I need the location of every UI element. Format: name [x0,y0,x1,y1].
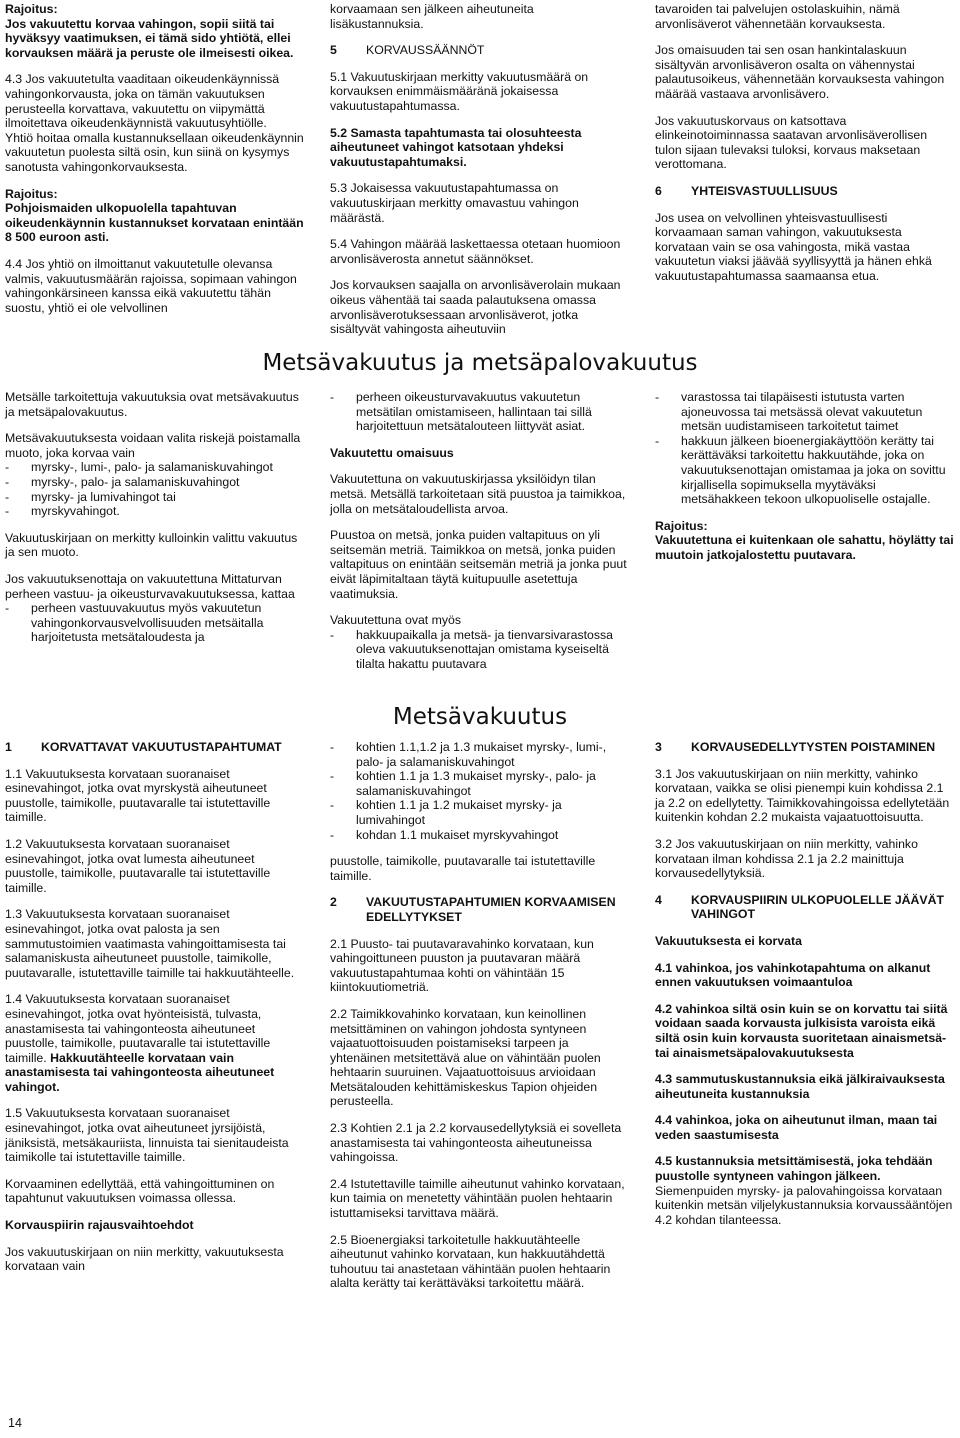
coverage-list [330,390,630,434]
coverage-list [5,601,305,645]
paragraph-2-5: 2.5 Bioenergiaksi tarkoitetulle hakkuutähteelle aiheutunut vahinko korvataan, kun hakkuutähdettä tuhoutuu tai anastetaan vähintään puolen hehtaarin alalta kerätty tai kerättäväksi tarkoitettu määrä. [330,1232,611,1291]
rajoitus-label: Rajoitus: [5,186,58,201]
section-title: Metsävakuutus ja metsäpalovakuutus [262,350,698,376]
heading-title: KORVAUSSÄÄNNÖT [366,43,485,58]
section-heading-2 [330,895,630,924]
paragraph: Puustoa on metsä, jonka puiden valtapituus on yli seitsemän metriä. Taimikkoa on metsä, jonka puiden valtapituus on enintään seitsemän metriä ja jonka puut eivät läpimitaltaan täytä kuitupuulle asetettuja vaatimuksia. [330,528,627,601]
risk-list [5,460,305,518]
paragraph-4-3b: Yhtiö hoitaa omalla kustannuksellaan oikeudenkäynnin vakuutetun puolesta siltä osin, kun siinä on kysymys sanotusta vahingonkorvauksesta. [5,130,304,174]
paragraph: Vakuutettuna ovat myös [330,613,462,628]
list-item: - myrsky-, lumi-, palo- ja salamaniskuvahingot [5,460,305,475]
section2-column-1 [5,740,305,1286]
insured-list [655,390,955,507]
rajoitus-label: Rajoitus: [655,518,708,533]
rajoitus-text: Pohjoismaiden ulkopuolella tapahtuvan oikeudenkäynnin kustannukset korvataan enintään 8 500 euroon asti. [5,201,304,245]
insured-list [330,628,630,672]
list-item: - kohdan 1.1 mukaiset myrskyvahingot [330,828,630,843]
heading-number: 3 [655,740,662,754]
section1-column-3 [655,390,955,575]
paragraph: Vakuutettuna on vakuutuskirjassa yksilöidyn tilan metsä. Metsällä tarkoitetaan sitä puustoa ja taimikkoa, jolla on metsätaloudellista arvoa. [330,472,626,516]
paragraph-4-1: 4.1 vahinkoa, jos vahinkotapahtuma on alkanut ennen vakuutuksen voimaantuloa [655,960,931,990]
paragraph-5-2: 5.2 Samasta tapahtumasta tai olosuhteesta aiheutuneet vahingot katsotaan yhdeksi vakuutustapahtumaksi. [330,125,582,169]
list-item: - perheen oikeusturvavakuutus vakuutetun metsätilan omistamiseen, hallintaan tai sillä harjoitettuun metsätalouteen liittyvät asiat. [330,390,630,434]
list-item: - hakkuun jälkeen bioenergiakäyttöön kerätty tai kerättäväksi tarkoitettu hakkuutähde, joka on vakuutuksenottajan omistamaa ja joka on sovittu kirjallisella sopimuksella myytäväksi metsähakkeen tekoon ulkopuoliselle ostajalle. [655,434,955,507]
paragraph-continued: korvaamaan sen jälkeen aiheutuneita lisäkustannuksia. [330,2,534,31]
paragraph-1-5: 1.5 Vakuutuksesta korvataan suoranaiset esinevahingot, jotka ovat aiheutuneet jyrsijöistä, jäniksistä, metsäkauriista, linnuista tai sienitaudeista taimikolle tai istutettaville taimille. [5,1106,289,1165]
heading-title: KORVATTAVAT VAKUUTUSTAPAHTUMAT [41,740,282,754]
heading-title: KORVAUSPIIRIN ULKOPUOLELLE JÄÄVÄT VAHINGOT [691,892,945,922]
rajoitus-text: Vakuutettuna ei kuitenkaan ole sahattu, höylätty tai muutoin jatkojalostettu puutavara. [655,533,954,562]
paragraph-4-3: 4.3 sammutuskustannuksia eikä jälkiraivauksesta aiheutuneita kustannuksia [655,1072,945,1101]
paragraph-4-5b: Siemenpuiden myrsky- ja palovahingoissa korvataan kuitenkin metsän viljelykustannuksia korvaussääntöjen 4.2 kohdan tilanteessa. [655,1183,953,1227]
section-heading-1 [5,740,305,755]
paragraph-1-2: 1.2 Vakuutuksesta korvataan suoranaiset esinevahingot, jotka ovat lumesta aiheutuneet puustolle, taimikolle, puutavaralle tai istutettaville taimille. [5,836,271,895]
subheading: Korvauspiirin rajausvaihtoehdot [5,1218,194,1233]
paragraph: Jos usea on velvollinen yhteisvastuullisesti korvaamaan saman vahingon, vakuutuksesta korvataan vain se osa vahingosta, mikä vastaa vakuutetun viaksi jäävää syyllisyyttä ja hänen ehkä vakuutustapahtumassa saamaansa etua. [655,210,932,283]
heading-title: VAKUUTUSTAPAHTUMIEN KORVAAMISEN EDELLYTYKSET [366,895,616,924]
paragraph-4-3: 4.3 Jos vakuutetulta vaaditaan oikeudenkäynnissä vahingonkorvausta, joka on tämän vakuutuksen perusteella korvattava, vakuutettu on viipymättä ilmoitettava oikeudenkäynnistä vakuutusyhtiölle. [5,72,280,131]
paragraph: Jos omaisuuden tai sen osan hankintalaskuun sisältyvän arvonlisäveron osalta on vähennystai palautusoikeus, vähennetään korvauksesta vahingon määrää vastaava arvonlisävero. [655,43,945,101]
paragraph-5-5: Jos korvauksen saajalla on arvonlisäverolain mukaan oikeus vähentää tai saada palautuksena omassa arvonlisäverotuksessaan arvonlisäverot, jotka sisältyvät vahingosta aiheutuviin [330,278,621,337]
list-item: - kohtien 1.1 ja 1.2 mukaiset myrsky- ja lumivahingot [330,798,630,827]
page-number: 14 [8,1416,22,1430]
heading-number: 4 [655,892,662,907]
paragraph-3-1: 3.1 Jos vakuutuskirjaan on niin merkitty, vahinko korvataan, vaikka se olisi pienempi kuin kohdissa 2.1 ja 2.2 on edellytetty. Taimikkovahingoissa edellytetään kuitenkin kohdan 2.2 mukaista vajaatuottoisuutta. [655,766,950,825]
paragraph: Metsälle tarkoitettuja vakuutuksia ovat metsävakuutus ja metsäpalovakuutus. [5,390,299,419]
paragraph-2-2: 2.2 Taimikkovahinko korvataan, kun keinollinen metsittäminen on vahingon johdosta syntyneen vajaatuottoisuuden poistamiseksi tarpeen ja yhtenäinen metsitettävä alue on vähintään puolen hehtaarin suuruinen. Vajaatuottoisuus arvioidaan Metsätalouden kehittämiskeskus Tapion ohjeiden perusteella. [330,1006,601,1109]
paragraph: puustolle, taimikolle, puutavaralle tai istutettaville taimille. [330,854,596,883]
paragraph: Korvaaminen edellyttää, että vahingoittuminen on tapahtunut vakuutuksen voimassa ollessa. [5,1176,275,1206]
list-item: - myrsky-, palo- ja salamaniskuvahingot [5,475,305,490]
paragraph: tavaroiden tai palvelujen ostolaskuihin, nämä arvonlisäverot vähennetään korvauksesta. [655,2,900,31]
section2-column-2 [330,740,630,1303]
heading-number: 2 [330,895,337,910]
section1-column-2 [330,390,630,684]
subheading: Vakuutettu omaisuus [330,445,454,460]
paragraph: Vakuutuskirjaan on merkitty kulloinkin valittu vakuutus ja sen muoto. [5,530,298,560]
top-column-1 [5,2,305,327]
list-item: - hakkuupaikalla ja metsä- ja tienvarsivarastossa oleva vakuutuksenottajan omistama kyseiseltä tilalta hakattu puutavara [330,628,630,672]
section-heading-5 [330,43,630,58]
paragraph-5-1: 5.1 Vakuutuskirjaan merkitty vakuutusmäärä on korvauksen enimmäismääränä jokaisessa vakuutustapahtumassa. [330,69,589,113]
paragraph: Jos vakuutuskirjaan on niin merkitty, vakuutuksesta korvataan vain [5,1244,284,1274]
section-heading-4 [655,893,955,922]
paragraph: Jos vakuutuksenottaja on vakuutettuna Mittaturvan perheen vastuu- ja oikeusturvavakuutuksessa, kattaa [5,571,295,601]
list-item: - kohtien 1.1 ja 1.3 mukaiset myrsky-, palo- ja salamaniskuvahingot [330,769,630,798]
section-title: Metsävakuutus [392,704,568,730]
paragraph-3-2: 3.2 Jos vakuutuskirjaan on niin merkitty, vahinko korvataan ilman kohdissa 2.1 ja 2.2 mainittuja korvausedellytyksiä. [655,836,918,881]
section2-column-3 [655,740,955,1239]
paragraph-2-1: 2.1 Puusto- tai puutavaravahinko korvataan, kun vahingoittuneen puuston ja puutavaran määrä vakuutustapahtumaa kohti on vähintään 15 kiintokuutiometriä. [330,936,594,995]
heading-number: 6 [655,183,662,198]
paragraph: Jos vakuutuskorvaus on katsottava elinkeinotoiminnassa saatavan arvonlisäverollisen tulon sijaan tulevaksi tuloksi, korvaus maksetaan verottomana. [655,113,928,172]
heading-title: YHTEISVASTUULLISUUS [691,183,838,198]
heading-number: 5 [330,43,337,58]
paragraph-2-3: 2.3 Kohtien 2.1 ja 2.2 korvausedellytyksiä ei sovelleta anastamisesta tai vahingonteosta aiheutuneissa vahingoissa. [330,1121,622,1165]
list-item: - varastossa tai tilapäisesti istutusta varten ajoneuvossa tai metsässä olevat vakuutetun metsän uudistamiseen tarkoitetut taimet [655,390,955,434]
list-item: - perheen vastuuvakuutus myös vakuutetun vahingonkorvausvelvollisuuden metsäitalla harjoitetusta metsätaloudesta ja [5,601,305,645]
paragraph-5-4: 5.4 Vahingon määrää laskettaessa otetaan huomioon arvonlisäverosta annetut säännökset. [330,237,621,266]
top-column-3 [655,2,955,296]
list-item: - myrsky- ja lumivahingot tai [5,490,305,505]
paragraph-4-2: 4.2 vahinkoa siltä osin kuin se on korvattu tai siitä voidaan saada korvausta julkisista varoista eikä siltä osin kuin korvausta suoritetaan ainaismetsä- tai ainaismetsäpalovakuutuksesta [655,1001,948,1060]
paragraph-1-4-bold: Hakkuutähteelle korvataan vain anastamisesta tai vahingonteosta aiheutuneet vahingot. [5,1050,275,1094]
section-heading-6 [655,184,955,199]
top-column-2 [330,2,630,349]
heading-title: KORVAUSEDELLYTYSTEN POISTAMINEN [691,740,936,754]
rajoitus-label: Rajoitus: [5,2,58,16]
paragraph-1-4: 1.4 Vakuutuksesta korvataan suoranaiset esinevahingot, jotka ovat hyönteisistä, tulvasta, anastamisesta tai vahingonteosta aiheutuneet puustolle, taimikolle, puutavaralle tai istutettaville taimille. [5,992,271,1065]
list-item: - myrskyvahingot. [5,504,305,519]
paragraph-1-1: 1.1 Vakuutuksesta korvataan suoranaiset esinevahingot, jotka ovat myrskystä aiheutuneet puustolle, taimikolle, puutavaralle tai istutettaville taimille. [5,766,271,825]
paragraph-1-3: 1.3 Vakuutuksesta korvataan suoranaiset esinevahingot, jotka ovat palosta ja sen sammutustoimien vaatimasta vahingoittamisesta tai salamaniskusta aiheutuneet puustolle, taimikolle, puutavaralle, istutettaville taimille tai hakkuutähteelle. [5,907,295,980]
rajoitus-text: Jos vakuutettu korvaa vahingon, sopii siitä tai hyväksyy vaatimuksen, ei tämä sido yhtiötä, ellei korvauksen määrä ja peruste ole ilmeisesti oikea. [5,16,294,60]
paragraph-4-4: 4.4 Jos yhtiö on ilmoittanut vakuutetulle olevansa valmis, vakuutusmäärän rajoissa, sopimaan vahingon vahingonkärsineen kanssa eikä vakuutettu tähän suostu, yhtiö ei ole velvollinen [5,256,297,315]
scope-list [330,740,630,842]
subheading: Vakuutuksesta ei korvata [655,933,802,948]
paragraph: Metsävakuutuksesta voidaan valita riskejä poistamalla muoto, joka korvaa vain [5,431,301,460]
heading-number: 1 [5,740,12,754]
section1-column-1 [5,390,305,657]
paragraph-2-4: 2.4 Istutettaville taimille aiheutunut vahinko korvataan, kun taimia on menetetty vähintään puolen hehtaarin istuttamiseksi tarvittava määrä. [330,1176,625,1221]
section-heading-3 [655,740,955,755]
paragraph-4-4: 4.4 vahinkoa, joka on aiheutunut ilman, maan tai veden saastumisesta [655,1113,938,1142]
paragraph-5-3: 5.3 Jokaisessa vakuutustapahtumassa on vakuutuskirjaan merkitty omavastuu vahingon määrästä. [330,181,579,225]
paragraph-4-5: 4.5 kustannuksia metsittämisestä, joka tehdään puustolle syntyneen vahingon jälkeen. [655,1154,933,1184]
list-item: - kohtien 1.1,1.2 ja 1.3 mukaiset myrsky-, lumi-, palo- ja salamaniskuvahingot [330,740,630,769]
